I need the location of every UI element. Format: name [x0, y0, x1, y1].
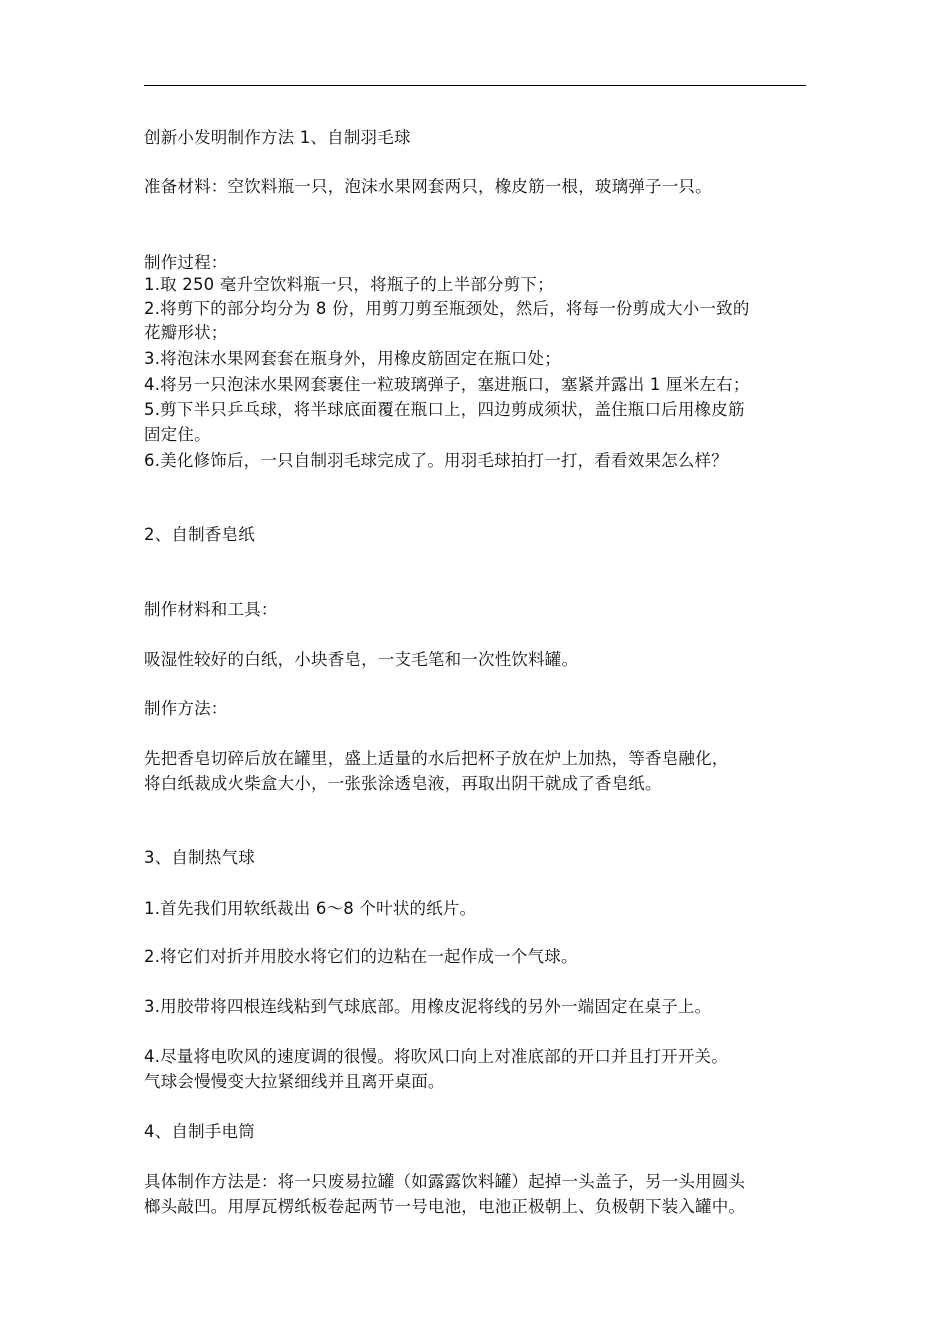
step-1: 1.取 250 毫升空饮料瓶一只，将瓶子的上半部分剪下；: [144, 275, 554, 294]
materials-tools-heading: 制作材料和工具：: [144, 600, 278, 619]
balloon-step-3: 3.用胶带将四根连线粘到气球底部。用橡皮泥将线的另外一端固定在桌子上。: [144, 997, 712, 1016]
step-5: 5.剪下半只乒乓球，将半球底面覆在瓶口上，四边剪成须状，盖住瓶口后用橡皮筋: [144, 400, 745, 419]
flashlight-text-1: 具体制作方法是：将一只废易拉罐（如露露饮料罐）起掉一头盖子，另一头用圆头: [144, 1172, 746, 1191]
step-4: 4.将另一只泡沫水果网套裹住一粒玻璃弹子，塞进瓶口，塞紧并露出 1 厘米左右；: [144, 375, 750, 394]
method-text-2: 将白纸裁成火柴盒大小，一张张涂透皂液，再取出阴干就成了香皂纸。: [144, 774, 662, 793]
materials-line: 准备材料：空饮料瓶一只，泡沫水果网套两只，橡皮筋一根，玻璃弹子一只。: [144, 177, 712, 196]
flashlight-text-2: 榔头敲凹。用厚瓦楞纸板卷起两节一号电池，电池正极朝上、负极朝下装入罐中。: [144, 1197, 746, 1216]
balloon-step-4: 4.尽量将电吹风的速度调的很慢。将吹风口向上对准底部的开口并且打开开关。: [144, 1047, 728, 1066]
step-2: 2.将剪下的部分均分为 8 份，用剪刀剪至瓶颈处，然后，将每一份剪成大小一致的: [144, 299, 750, 318]
method-heading: 制作方法：: [144, 699, 228, 718]
doc-title: 创新小发明制作方法 1、自制羽毛球: [144, 128, 411, 147]
section-3-heading: 3、自制热气球: [144, 848, 255, 867]
materials-tools-text: 吸湿性较好的白纸，小块香皂，一支毛笔和一次性饮料罐。: [144, 650, 579, 669]
balloon-step-2: 2.将它们对折并用胶水将它们的边粘在一起作成一个气球。: [144, 947, 578, 966]
section-4-heading: 4、自制手电筒: [144, 1122, 255, 1141]
step-3: 3.将泡沫水果网套套在瓶身外，用橡皮筋固定在瓶口处；: [144, 349, 561, 368]
step-2-cont: 花瓣形状；: [144, 323, 228, 342]
balloon-step-1: 1.首先我们用软纸裁出 6～8 个叶状的纸片。: [144, 899, 477, 918]
method-text-1: 先把香皂切碎后放在罐里，盛上适量的水后把杯子放在炉上加热，等香皂融化，: [144, 749, 729, 768]
header-rule: [144, 85, 806, 86]
step-5-cont: 固定住。: [144, 425, 211, 444]
step-6: 6.美化修饰后，一只自制羽毛球完成了。用羽毛球拍打一打，看看效果怎么样？: [144, 451, 728, 470]
balloon-step-4-cont: 气球会慢慢变大拉紧细线并且离开桌面。: [144, 1072, 445, 1091]
section-2-heading: 2、自制香皂纸: [144, 525, 255, 544]
process-heading: 制作过程：: [144, 253, 228, 272]
